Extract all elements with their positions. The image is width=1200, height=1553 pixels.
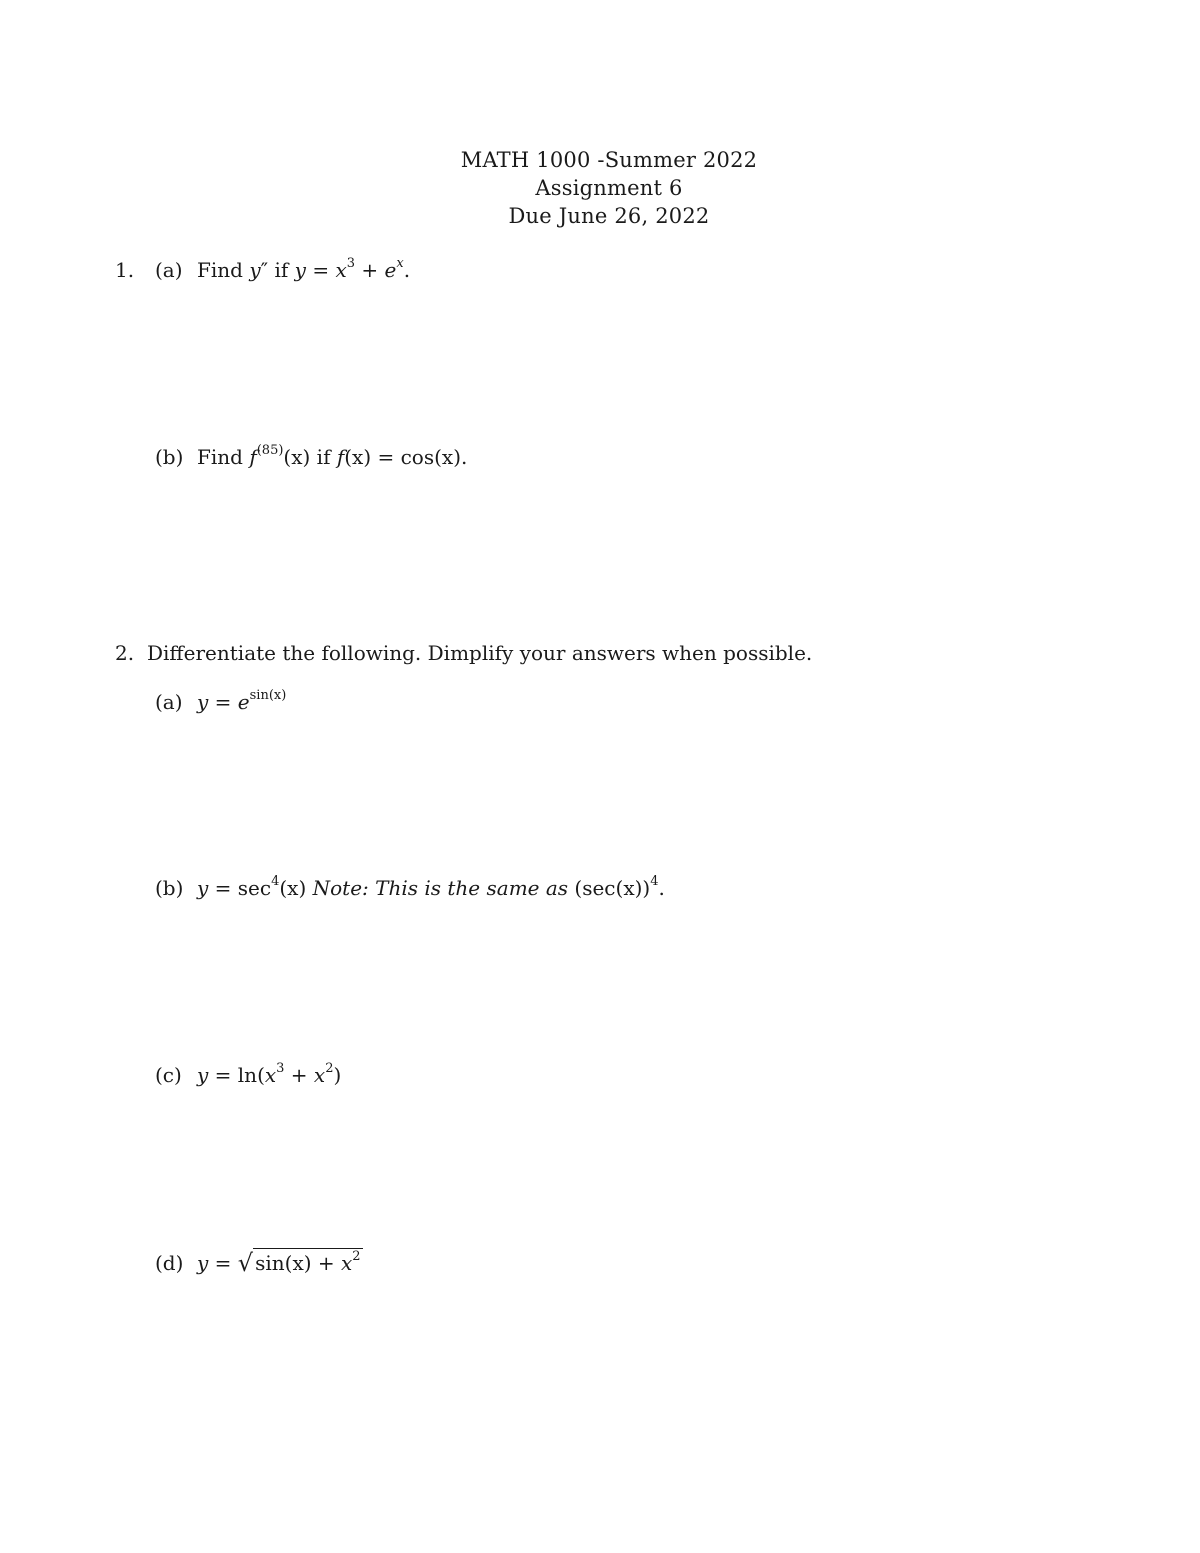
math-var: y <box>197 690 209 714</box>
math-var: y <box>294 258 306 282</box>
find-word: Find <box>197 445 243 469</box>
part-label: (a) <box>155 690 183 714</box>
double-prime: ″ <box>260 258 269 282</box>
part-label: (d) <box>155 1251 184 1275</box>
course-title: MATH 1000 -Summer 2022 <box>460 148 758 172</box>
exponent: 4 <box>271 874 280 890</box>
math-var: x <box>264 1063 277 1087</box>
question-2b <box>155 875 665 901</box>
question-1a <box>155 257 410 283</box>
question-2c <box>155 1062 341 1088</box>
equals-sec: = sec <box>208 876 272 900</box>
if-word: if <box>316 445 331 469</box>
note-text: Note: This is the same as <box>312 876 569 900</box>
math-var: e <box>237 690 250 714</box>
equals: = <box>208 1251 238 1275</box>
math-var: y <box>249 258 261 282</box>
argument: (x) <box>283 445 311 469</box>
sqrt-sign: √ <box>237 1249 254 1277</box>
question-2d <box>155 1248 363 1276</box>
period: . <box>403 258 411 282</box>
exponent: 4 <box>650 874 659 890</box>
derivative-order: (85) <box>256 443 284 459</box>
question-2a <box>155 689 286 715</box>
math-var: x <box>335 258 347 282</box>
math-var: e <box>384 258 397 282</box>
equals: = <box>305 258 336 282</box>
exponent: 2 <box>352 1249 361 1265</box>
plus: + <box>355 258 385 282</box>
question-2-prompt: Differentiate the following. Dimplify your answers when possible. <box>147 641 813 665</box>
radicand-text: sin(x) + <box>255 1251 341 1275</box>
math-var: y <box>197 1063 209 1087</box>
exponent: x <box>396 256 404 272</box>
part-label: (c) <box>155 1063 182 1087</box>
math-var: f <box>336 445 345 469</box>
equation-rhs: (x) = cos(x). <box>344 445 468 469</box>
radicand <box>253 1248 362 1276</box>
question-2-number: 2. <box>115 641 135 665</box>
math-var: y <box>197 1251 209 1275</box>
equals: = <box>208 690 238 714</box>
part-label: (a) <box>155 258 183 282</box>
close-paren: ) <box>333 1063 342 1087</box>
period: . <box>658 876 665 900</box>
exponent: 3 <box>276 1061 285 1077</box>
part-label: (b) <box>155 445 184 469</box>
argument: (x) <box>279 876 307 900</box>
exponent: sin(x) <box>249 688 287 704</box>
part-label: (b) <box>155 876 184 900</box>
exponent: 3 <box>346 256 356 272</box>
math-var: y <box>197 876 209 900</box>
math-var: x <box>313 1063 326 1087</box>
plus: + <box>284 1063 314 1087</box>
exponent: 2 <box>325 1061 334 1077</box>
if-word: if <box>274 258 289 282</box>
due-date: Due June 26, 2022 <box>508 204 710 228</box>
equals-ln: = ln( <box>208 1063 265 1087</box>
find-word: Find <box>197 258 243 282</box>
assignment-title: Assignment 6 <box>535 176 683 200</box>
square-root <box>238 1248 363 1276</box>
math-var: x <box>341 1251 353 1275</box>
math-var: f <box>249 445 257 469</box>
question-1-number: 1. <box>115 258 135 282</box>
question-1b <box>155 444 467 470</box>
equivalent-expression: (sec(x)) <box>574 876 651 900</box>
